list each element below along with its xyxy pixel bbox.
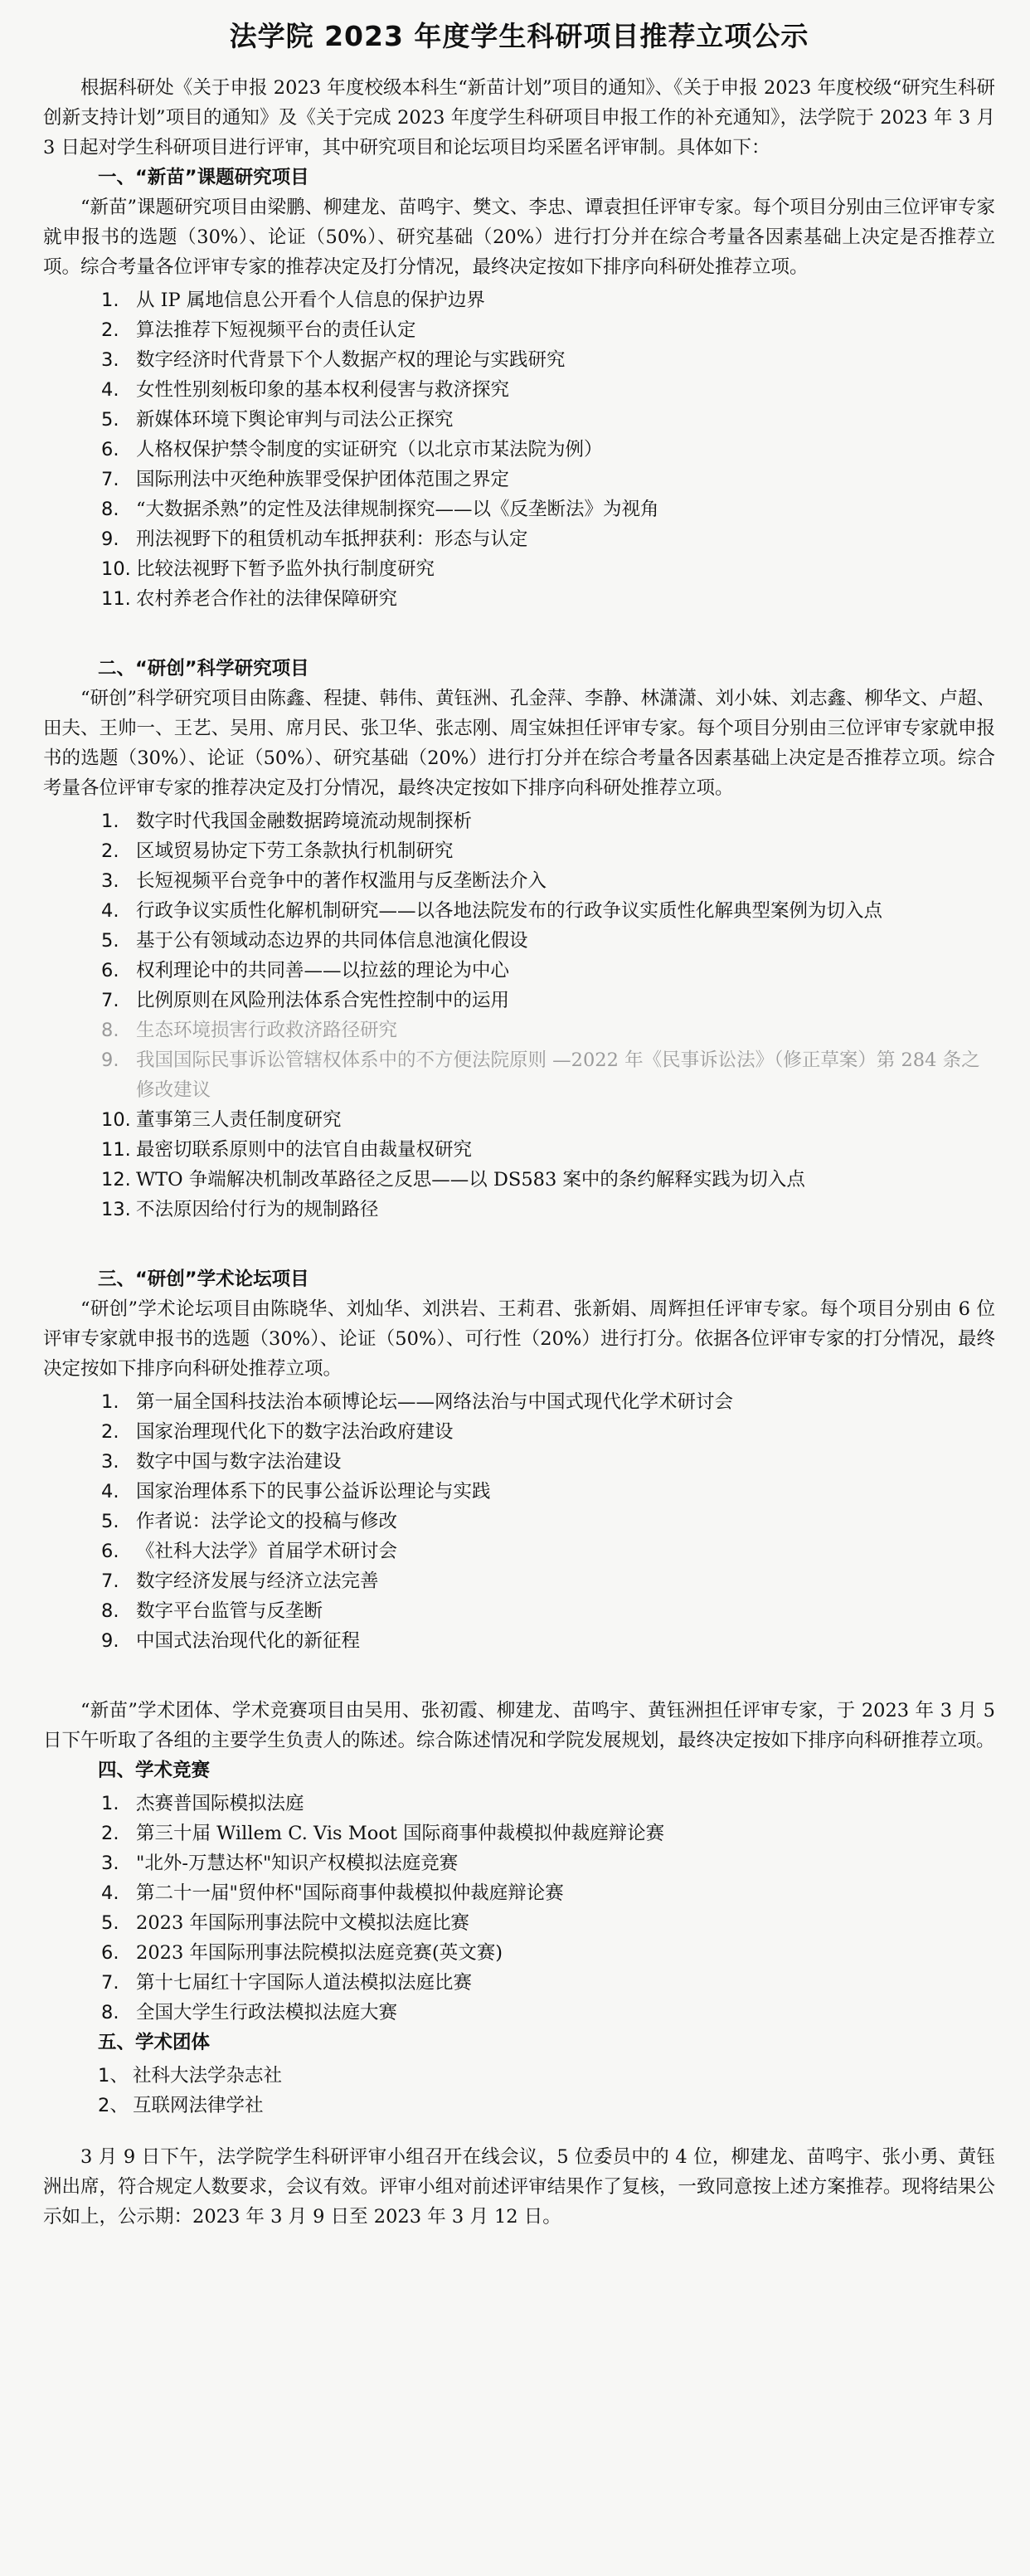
item-number: 12.	[101, 1169, 131, 1191]
list-item	[101, 584, 995, 614]
item-text: 全国大学生行政法模拟法庭大赛	[136, 2002, 398, 2023]
list-item	[101, 1878, 995, 1908]
list-item	[101, 836, 995, 866]
item-text: 国家治理体系下的民事公益诉讼理论与实践	[136, 1481, 491, 1502]
item-number: 2.	[101, 1823, 119, 1844]
list-item	[101, 1789, 995, 1819]
item-number: 5.	[101, 1511, 119, 1532]
list-item	[101, 986, 995, 1015]
section-5-heading: 五、学术团体	[98, 2032, 211, 2053]
item-number: 6.	[101, 1541, 119, 1562]
item-number: 8.	[101, 2002, 119, 2023]
list-item	[101, 1819, 995, 1848]
item-number: 3.	[101, 1451, 119, 1473]
item-text: 女性性别刻板印象的基本权利侵害与救济探究	[136, 379, 510, 401]
competition-intro-paragraph: “新苗”学术团体、学术竞赛项目由吴用、张初霞、柳建龙、苗鸣宇、黄钰洲担任评审专家，于 2023 年 3 月 5 日下午听取了各组的主要学生负责人的陈述。综合陈述情况和学院发展规划，最终决定按如下排序向科研推荐立项。	[43, 1700, 995, 1751]
item-text: 算法推荐下短视频平台的责任认定	[136, 319, 416, 341]
item-number: 6.	[101, 1942, 119, 1964]
item-number: 1.	[101, 1793, 119, 1814]
list-item	[101, 1165, 995, 1195]
item-text: 比较法视野下暂予监外执行制度研究	[136, 558, 435, 580]
list-item	[101, 1536, 995, 1566]
item-number: 4.	[101, 900, 119, 922]
intro-paragraph: 根据科研处《关于申报 2023 年度校级本科生“新苗计划”项目的通知》、《关于申报 2023 年度校级“研究生科研创新支持计划”项目的通知》及《关于完成 2023 年度学生科研项目申报工作的补充通知》，法学院于 2023 年 3 月 3 日起对学生科研项目进行评审，其中研究项目和论坛项目均采匿名评审制。具体如下：	[43, 77, 995, 158]
item-number: 1.	[101, 290, 119, 311]
item-text: 数字时代我国金融数据跨境流动规制探析	[136, 811, 473, 832]
item-text: 国际刑法中灭绝种族罪受保护团体范围之界定	[136, 469, 510, 490]
section-4-competition-list	[43, 1789, 995, 2028]
item-number: 13.	[101, 1199, 131, 1220]
item-text: 第三十届 Willem C. Vis Moot 国际商事仲裁模拟仲裁庭辩论赛	[136, 1823, 665, 1844]
item-number: 5.	[101, 1912, 119, 1934]
item-number: 2、	[98, 2095, 129, 2116]
item-number: 1.	[101, 1391, 119, 1413]
item-number: 11.	[101, 1139, 131, 1161]
section-3-description: “研创”学术论坛项目由陈晓华、刘灿华、刘洪岩、王莉君、张新娟、周辉担任评审专家。每个项目分别由 6 位评审专家就申报书的选题（30%）、论证（50%）、可行性（20%）进行打分。依据各位评审专家的打分情况，最终决定按如下排序向科研处推荐立项。	[43, 1298, 995, 1380]
item-text: 作者说：法学论文的投稿与修改	[136, 1511, 398, 1532]
item-text: 比例原则在风险刑法体系合宪性控制中的运用	[136, 990, 510, 1011]
closing-paragraph: 3 月 9 日下午，法学院学生科研评审小组召开在线会议，5 位委员中的 4 位，柳建龙、苗鸣宇、张小勇、黄钰洲出席，符合规定人数要求，会议有效。评审小组对前述评审结果作了复核，一致同意按上述方案推荐。现将结果公示如上，公示期：2023 年 3 月 9 日至 2023 年 3 月 12 日。	[43, 2146, 995, 2228]
section-2-description: “研创”科学研究项目由陈鑫、程捷、韩伟、黄钰洲、孔金萍、李静、林潇潇、刘小妹、刘志鑫、柳华文、卢超、田夫、王帅一、王艺、吴用、席月民、张卫华、张志刚、周宝妹担任评审专家。每个项目分别由三位评审专家就申报书的选题（30%）、论证（50%）、研究基础（20%）进行打分并在综合考量各因素基础上决定是否推荐立项。综合考量各位评审专家的推荐决定及打分情况，最终决定按如下排序向科研处推荐立项。	[43, 688, 996, 799]
item-text: 权利理论中的共同善——以拉兹的理论为中心	[136, 960, 510, 981]
item-number: 11.	[101, 588, 131, 610]
item-number: 9.	[101, 1630, 119, 1652]
list-item	[101, 926, 995, 956]
list-item	[101, 1507, 995, 1536]
list-item	[101, 1015, 995, 1045]
list-item	[101, 554, 995, 584]
item-number: 10.	[101, 1109, 131, 1131]
item-text: 2023 年国际刑事法院中文模拟法庭比赛	[136, 1912, 469, 1934]
item-number: 8.	[101, 1020, 119, 1041]
item-text: 互联网法律学社	[133, 2095, 264, 2116]
item-number: 2.	[101, 840, 119, 862]
item-text: 数字经济时代背景下个人数据产权的理论与实践研究	[136, 349, 566, 371]
section-5-group-list	[43, 2061, 995, 2121]
item-text: 基于公有领域动态边界的共同体信息池演化假设	[136, 930, 528, 952]
list-item	[101, 1566, 995, 1596]
item-number: 7.	[101, 469, 119, 490]
item-number: 9.	[101, 528, 119, 550]
item-text: 数字平台监管与反垄断	[136, 1600, 323, 1622]
item-number: 9.	[101, 1049, 119, 1071]
item-number: 6.	[101, 439, 119, 460]
list-item	[101, 1968, 995, 1998]
list-item	[98, 2061, 995, 2091]
item-number: 4.	[101, 1882, 119, 1904]
item-number: 5.	[101, 930, 119, 952]
item-text: 农村养老合作社的法律保障研究	[136, 588, 398, 610]
section-2-project-list	[43, 806, 995, 1225]
item-text: “大数据杀熟”的定性及法律规制探究——以《反垄断法》为视角	[136, 499, 659, 520]
section-2-heading: 二、“研创”科学研究项目	[98, 658, 309, 679]
item-text: 从 IP 属地信息公开看个人信息的保护边界	[136, 290, 485, 311]
item-text: 董事第三人责任制度研究	[136, 1109, 342, 1131]
list-item	[101, 315, 995, 345]
item-number: 7.	[101, 990, 119, 1011]
item-text: 行政争议实质性化解机制研究——以各地法院发布的行政争议实质性化解典型案例为切入点	[136, 900, 883, 922]
item-number: 8.	[101, 1600, 119, 1622]
list-item	[98, 2091, 995, 2121]
section-4-heading: 四、学术竞赛	[98, 1760, 211, 1781]
item-text: "北外-万慧达杯"知识产权模拟法庭竞赛	[136, 1853, 459, 1874]
list-item	[101, 285, 995, 315]
item-text: 长短视频平台竞争中的著作权滥用与反垄断法介入	[136, 870, 547, 892]
item-text: 第十七届红十字国际人道法模拟法庭比赛	[136, 1972, 473, 1994]
item-number: 7.	[101, 1972, 119, 1994]
item-number: 1.	[101, 811, 119, 832]
page-title: 法学院 2023 年度学生科研项目推荐立项公示	[229, 20, 809, 52]
list-item	[101, 1477, 995, 1507]
list-item	[101, 494, 995, 524]
section-1-description: “新苗”课题研究项目由梁鹏、柳建龙、苗鸣宇、樊文、李忠、谭袁担任评审专家。每个项目分别由三位评审专家就申报书的选题（30%）、论证（50%）、研究基础（20%）进行打分并在综合考量各因素基础上决定是否推荐立项。综合考量各位评审专家的推荐决定及打分情况，最终决定按如下排序向科研处推荐立项。	[43, 197, 996, 278]
list-item	[101, 524, 995, 554]
list-item	[101, 1135, 995, 1165]
item-number: 8.	[101, 499, 119, 520]
list-item	[101, 405, 995, 435]
item-number: 5.	[101, 409, 119, 431]
item-number: 7.	[101, 1570, 119, 1592]
list-item	[101, 1998, 995, 2028]
item-number: 3.	[101, 349, 119, 371]
list-item	[101, 806, 995, 836]
item-text: 区域贸易协定下劳工条款执行机制研究	[136, 840, 454, 862]
item-text: 第一届全国科技法治本硕博论坛——网络法治与中国式现代化学术研讨会	[136, 1391, 734, 1413]
item-text: 《社科大法学》首届学术研讨会	[136, 1541, 398, 1562]
item-text: 第二十一届"贸仲杯"国际商事仲裁模拟仲裁庭辩论赛	[136, 1882, 564, 1904]
item-number: 2.	[101, 1421, 119, 1443]
list-item	[101, 345, 995, 375]
list-item	[101, 1195, 995, 1225]
list-item	[101, 1447, 995, 1477]
item-text: 最密切联系原则中的法官自由裁量权研究	[136, 1139, 473, 1161]
list-item	[101, 465, 995, 494]
list-item	[101, 1045, 995, 1105]
item-number: 3.	[101, 1853, 119, 1874]
list-item	[101, 896, 995, 926]
item-number: 4.	[101, 379, 119, 401]
item-text: 中国式法治现代化的新征程	[136, 1630, 361, 1652]
section-3-project-list	[43, 1387, 995, 1656]
list-item	[101, 1626, 995, 1656]
item-text: 国家治理现代化下的数字法治政府建设	[136, 1421, 454, 1443]
item-text: 不法原因给付行为的规制路径	[136, 1199, 379, 1220]
item-number: 10.	[101, 558, 131, 580]
list-item	[101, 435, 995, 465]
list-item	[101, 375, 995, 405]
item-text: 刑法视野下的租赁机动车抵押获利：形态与认定	[136, 528, 528, 550]
item-text: 我国国际民事诉讼管辖权体系中的不方便法院原则 —2022 年《民事诉讼法》（修正草案）第 284 条之修改建议	[136, 1049, 980, 1101]
section-3-heading: 三、“研创”学术论坛项目	[98, 1269, 309, 1290]
item-text: 数字经济发展与经济立法完善	[136, 1570, 379, 1592]
list-item	[101, 1417, 995, 1447]
item-number: 3.	[101, 870, 119, 892]
list-item	[101, 1908, 995, 1938]
list-item	[101, 1105, 995, 1135]
section-1-heading: 一、“新苗”课题研究项目	[98, 167, 309, 188]
item-text: 杰赛普国际模拟法庭	[136, 1793, 304, 1814]
section-1-project-list	[43, 285, 995, 614]
item-text: 2023 年国际刑事法院模拟法庭竞赛(英文赛)	[136, 1942, 503, 1964]
item-text: 人格权保护禁令制度的实证研究（以北京市某法院为例）	[136, 439, 603, 460]
list-item	[101, 1387, 995, 1417]
item-number: 1、	[98, 2065, 129, 2087]
item-number: 6.	[101, 960, 119, 981]
item-text: 数字中国与数字法治建设	[136, 1451, 342, 1473]
item-number: 4.	[101, 1481, 119, 1502]
list-item	[101, 1938, 995, 1968]
item-text: 生态环境损害行政救济路径研究	[136, 1020, 398, 1041]
item-text: 社科大法学杂志社	[133, 2065, 283, 2087]
list-item	[101, 1596, 995, 1626]
item-text: WTO 争端解决机制改革路径之反思——以 DS583 案中的条约解释实践为切入点	[136, 1169, 805, 1191]
list-item	[101, 866, 995, 896]
list-item	[101, 956, 995, 986]
item-number: 2.	[101, 319, 119, 341]
item-text: 新媒体环境下舆论审判与司法公正探究	[136, 409, 454, 431]
list-item	[101, 1848, 995, 1878]
